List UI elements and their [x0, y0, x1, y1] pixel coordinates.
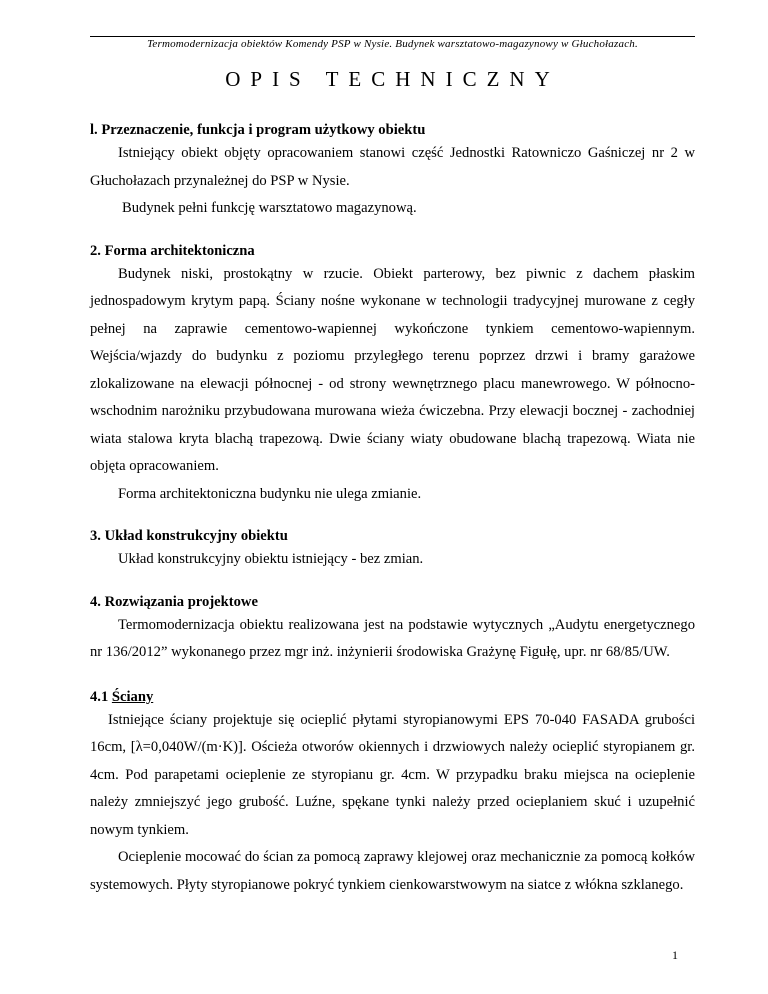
- section-3-paragraph-1: Układ konstrukcyjny obiektu istniejący - bez zmian.: [118, 551, 424, 567]
- section-4-1-heading: 4.1 Ściany: [90, 688, 154, 705]
- section-4-1-paragraph-1: Istniejące ściany projektuje się ocieplić płytami styropianowymi EPS 70-040 FASADA grubości 16cm, [λ=0,040W/(m·K)]. Ościeża otworów okiennych i drzwiowych należy ocieplić styropianem gr. 4cm. Pod parapetami ocieplenie ze styropianu gr. 4cm. W przypadku braku miejsca na ocieplenie należy zmniejszyć jego grubość. Luźne, spękane tynki należy przed ocieplaniem skuć i uzupełnić nowym tynkiem.: [90, 711, 695, 838]
- running-header: Termomodernizacja obiektów Komendy PSP w Nysie. Budynek warsztatowo-magazynowy w Głuchołazach.: [147, 38, 638, 50]
- section-1-paragraph-1: Istniejący obiekt objęty opracowaniem stanowi część Jednostki Ratowniczo Gaśniczej nr 2 w Głuchołazach przynależnej do PSP w Nysie.: [90, 145, 695, 189]
- spacer: [90, 574, 695, 592]
- section-4-paragraph-1: Termomodernizacja obiektu realizowana jest na podstawie wytycznych „Audytu energetycznego nr 136/2012” wykonanego przez mgr inż. inżynierii środowiska Grażynę Figułę, upr. nr 68/85/UW.: [90, 616, 695, 660]
- spacer: [90, 223, 695, 241]
- section-4-1-heading-underlined: Ściany: [111, 688, 154, 705]
- section-4-heading: 4. Rozwiązania projektowe: [90, 593, 258, 610]
- section-2-paragraph-2: Forma architektoniczna budynku nie ulega zmianie.: [118, 485, 422, 502]
- section-1-paragraph-2: Budynek pełni funkcję warsztatowo magazynową.: [122, 200, 417, 216]
- document-title: OPIS TECHNICZNY: [225, 67, 560, 91]
- header-rule: [90, 36, 695, 37]
- section-3-heading: 3. Układ konstrukcyjny obiektu: [90, 528, 288, 544]
- spacer: [90, 667, 695, 687]
- section-2-heading: 2. Forma architektoniczna: [90, 242, 255, 259]
- section-2-paragraph-1: Budynek niski, prostokątny w rzucie. Obiekt parterowy, bez piwnic z dachem płaskim jednospadowym krytym papą. Ściany nośne wykonane w technologii tradycyjnej murowane z cegły pełnej na zaprawie cementowo-wapiennej wykończone tynkiem cementowo-wapiennym. Wejścia/wjazdy do budynku z poziomu przyległego terenu poprzez drzwi i bramy garażowe zlokalizowane na elewacji północnej - od strony wewnętrznego placu manewrowego. W północno-wschodnim narożniku przybudowana murowana wieża ćwiczebna. Przy elewacji bocznej - zachodniej wiata stalowa kryta blachą trapezową. Dwie ściany wiaty obudowane blachą trapezową. Wiata nie objęta opracowaniem.: [90, 265, 695, 474]
- section-4-1-paragraph-2: Ocieplenie mocować do ścian za pomocą zaprawy klejowej oraz mechanicznie za pomocą kołków systemowych. Płyty styropianowe pokryć tynkiem cienkowarstwowym na siatce z włókna szklanego.: [90, 849, 695, 893]
- spacer: [90, 508, 695, 526]
- page-number: 1: [672, 948, 678, 962]
- section-1-heading: l. Przeznaczenie, funkcja i program użytkowy obiektu: [90, 122, 426, 138]
- document-body: [90, 120, 695, 899]
